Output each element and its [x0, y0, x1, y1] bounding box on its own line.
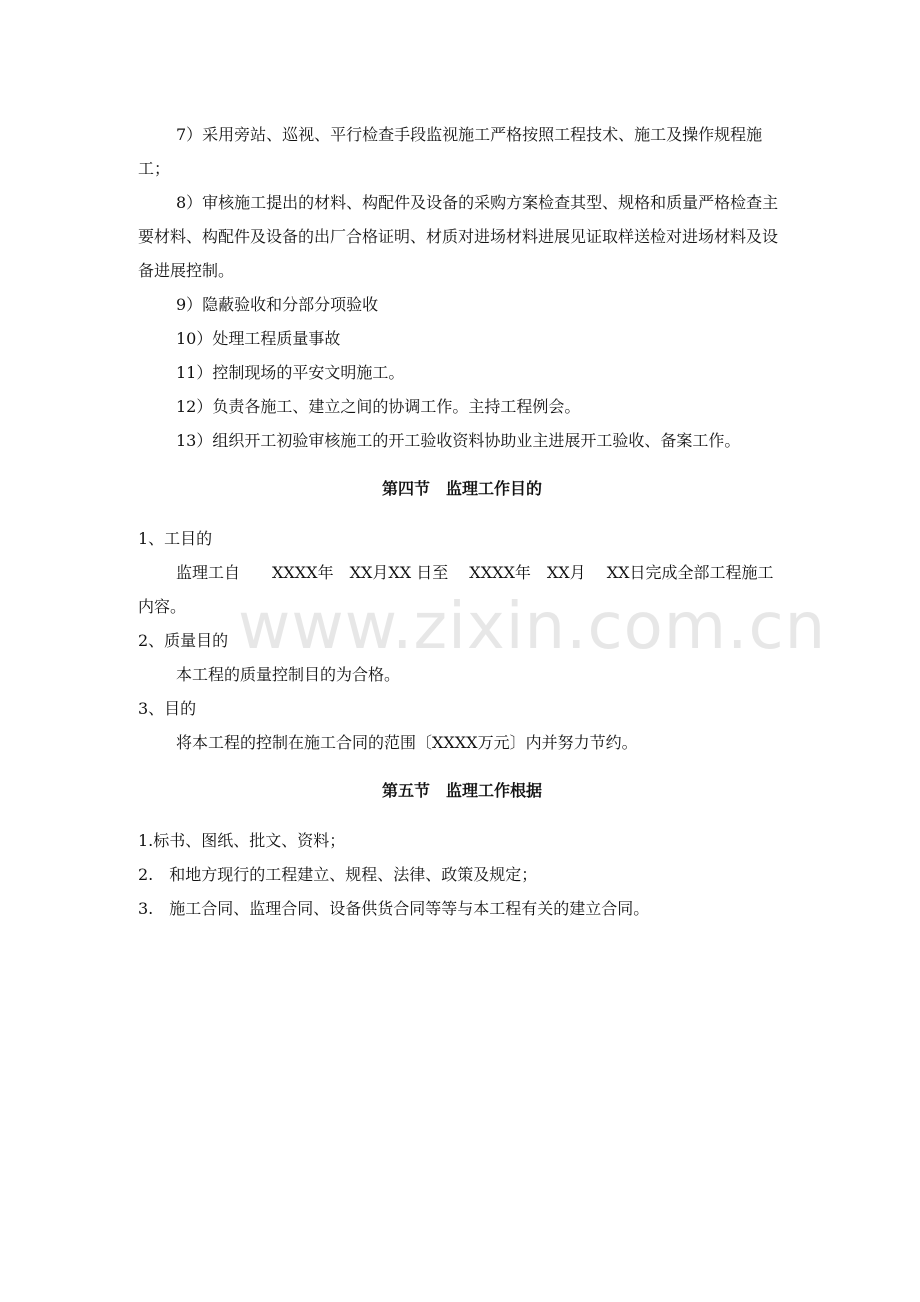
basis-item: 3. 施工合同、监理合同、设备供货合同等等与本工程有关的建立合同。 [138, 899, 650, 918]
list-item: 12）负责各施工、建立之间的协调工作。主持工程例会。 [176, 397, 581, 416]
list-item: 11）控制现场的平安文明施工。 [176, 363, 405, 382]
goal-text: 将本工程的控制在施工合同的范围〔XXXX万元〕内并努力节约。 [176, 733, 638, 752]
section4-heading: 第四节 监理工作目的 [381, 479, 542, 498]
basis-item: 2. 和地方现行的工程建立、规程、法律、政策及规定； [138, 865, 538, 884]
section4-body [138, 522, 786, 760]
list-item: 13）组织开工初验审核施工的开工验收资料协助业主进展开工验收、备案工作。 [176, 431, 741, 450]
list-item: 8）审核施工提出的材料、构配件及设备的采购方案检查其型、规格和质量严格检查主要材料、构配件及设备的出厂合格证明、材质对进场材料进展见证取样送检对进场材料及设备进展控制。 [138, 193, 779, 280]
section3-list [138, 118, 786, 458]
goal-text: 监理工自 XXXX年 XX月XX 日至 XXXX年 XX月 XX日完成全部工程施工内容。 [138, 563, 774, 616]
document-body [138, 118, 786, 926]
basis-item: 1.标书、图纸、批文、资料； [138, 831, 346, 850]
list-item: 9）隐蔽验收和分部分项验收 [176, 295, 379, 314]
section5-list [138, 824, 786, 926]
section5-heading: 第五节 监理工作根据 [381, 781, 542, 800]
watermark: www.zixin.com.cn [238, 590, 827, 664]
goal-label: 3、目的 [138, 699, 197, 718]
list-item: 7）采用旁站、巡视、平行检查手段监视施工严格按照工程技术、施工及操作规程施工； [138, 125, 763, 178]
goal-text: 本工程的质量控制目的为合格。 [176, 665, 401, 684]
list-item: 10）处理工程质量事故 [176, 329, 341, 348]
goal-label: 2、质量目的 [138, 631, 229, 650]
goal-label: 1、工目的 [138, 529, 213, 548]
